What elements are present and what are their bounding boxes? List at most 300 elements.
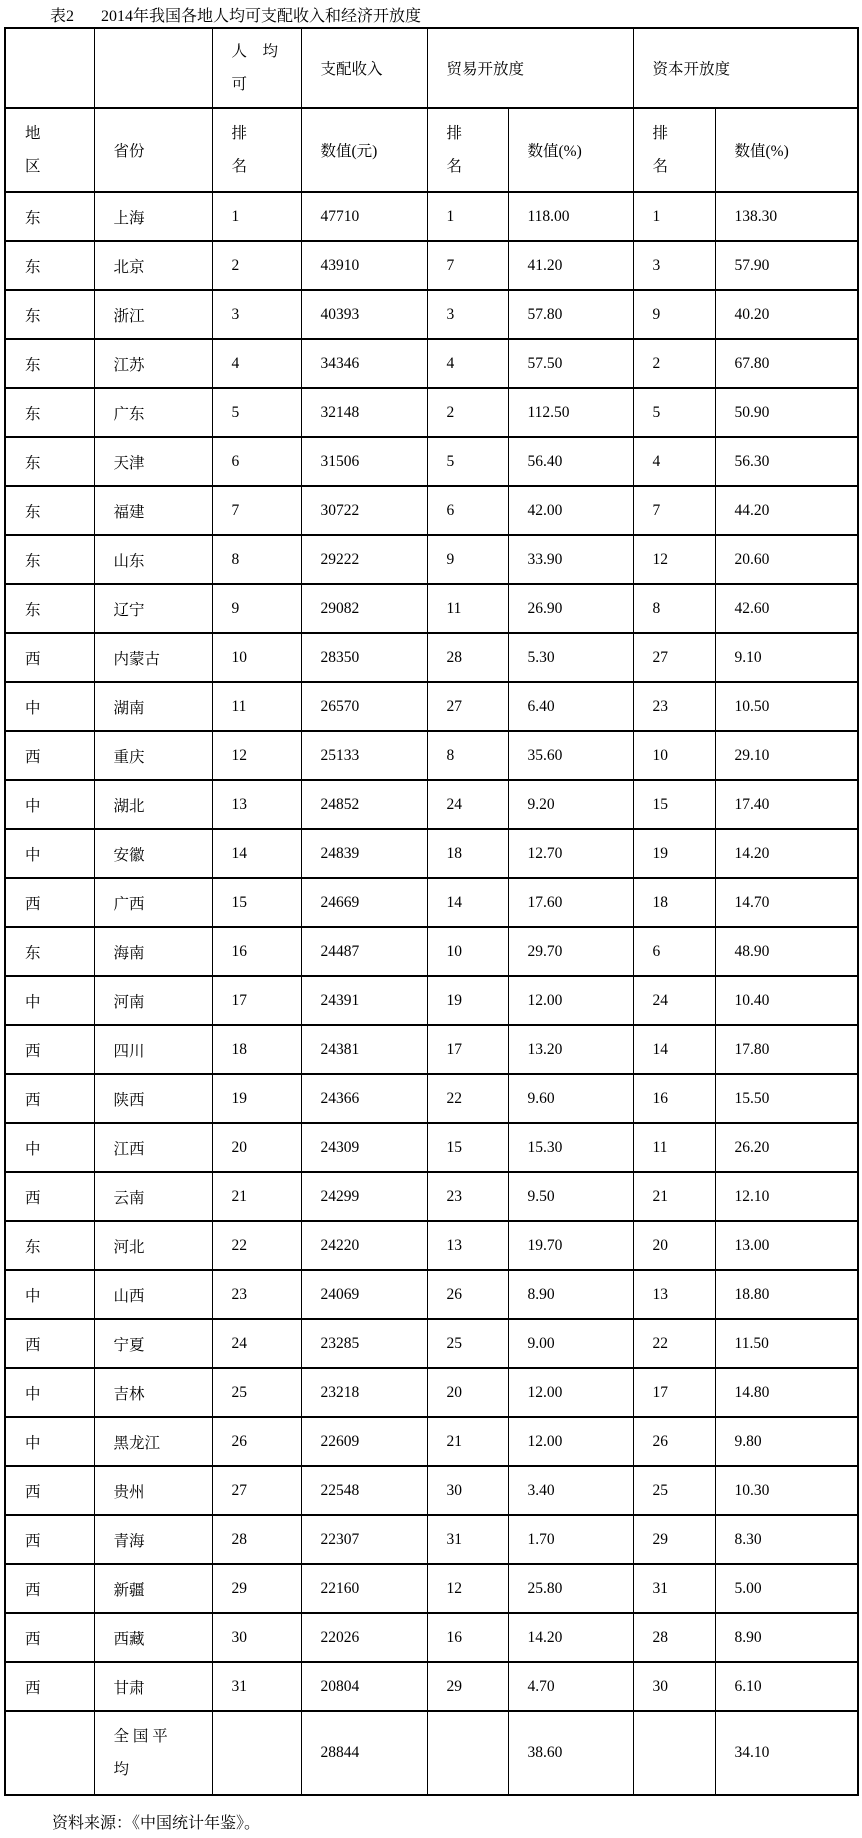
table-row <box>5 192 858 241</box>
income-value-cell: 24220 <box>301 1221 427 1270</box>
province-cell: 浙江 <box>94 290 212 339</box>
income-rank-cell: 10 <box>212 633 301 682</box>
income-value-cell: 29222 <box>301 535 427 584</box>
capital-rank-cell: 21 <box>633 1172 715 1221</box>
capital-rank-cell: 1 <box>633 192 715 241</box>
trade-value-cell: 14.20 <box>508 1613 633 1662</box>
table-row <box>5 1221 858 1270</box>
capital-rank-cell: 17 <box>633 1368 715 1417</box>
capital-rank-cell: 15 <box>633 780 715 829</box>
income-rank-cell: 30 <box>212 1613 301 1662</box>
region-cell: 西 <box>5 1662 94 1711</box>
average-row <box>5 1711 858 1795</box>
capital-value-cell: 10.50 <box>715 682 858 731</box>
trade-rank-cell: 10 <box>427 927 508 976</box>
col-header-income-rank-line1: 排 <box>231 125 248 142</box>
table-title <box>50 3 421 26</box>
table-row <box>5 1613 858 1662</box>
table-row <box>5 1417 858 1466</box>
capital-value-cell: 44.20 <box>715 486 858 535</box>
province-cell: 河北 <box>94 1221 212 1270</box>
capital-rank-cell: 22 <box>633 1319 715 1368</box>
income-value-cell: 26570 <box>301 682 427 731</box>
trade-value-cell: 26.90 <box>508 584 633 633</box>
province-cell <box>94 1711 212 1795</box>
income-value-cell: 47710 <box>301 192 427 241</box>
income-value-cell: 29082 <box>301 584 427 633</box>
income-value-cell: 24069 <box>301 1270 427 1319</box>
capital-rank-cell: 19 <box>633 829 715 878</box>
table-row <box>5 1074 858 1123</box>
capital-rank-cell: 2 <box>633 339 715 388</box>
income-rank-cell: 6 <box>212 437 301 486</box>
trade-rank-cell: 31 <box>427 1515 508 1564</box>
income-rank-cell: 5 <box>212 388 301 437</box>
income-value-cell: 28844 <box>301 1711 427 1795</box>
capital-rank-cell: 30 <box>633 1662 715 1711</box>
capital-value-cell: 10.40 <box>715 976 858 1025</box>
region-cell: 中 <box>5 780 94 829</box>
trade-value-cell: 4.70 <box>508 1662 633 1711</box>
capital-value-cell: 48.90 <box>715 927 858 976</box>
trade-rank-cell: 21 <box>427 1417 508 1466</box>
col-header-income-rank <box>212 108 301 192</box>
trade-value-cell: 112.50 <box>508 388 633 437</box>
income-rank-cell: 19 <box>212 1074 301 1123</box>
table-row <box>5 1025 858 1074</box>
region-cell: 西 <box>5 1172 94 1221</box>
capital-rank-cell: 10 <box>633 731 715 780</box>
trade-value-cell: 5.30 <box>508 633 633 682</box>
trade-rank-cell: 4 <box>427 339 508 388</box>
table-row <box>5 339 858 388</box>
table-row <box>5 829 858 878</box>
region-cell: 东 <box>5 535 94 584</box>
region-cell: 西 <box>5 633 94 682</box>
col-header-region-line2: 区 <box>25 158 41 175</box>
income-rank-cell: 2 <box>212 241 301 290</box>
col-header-capital-rank-line1: 排 <box>652 125 669 142</box>
col-header-capital-rank-line2: 名 <box>652 158 669 175</box>
trade-value-cell: 12.00 <box>508 1368 633 1417</box>
table-row <box>5 584 858 633</box>
region-cell: 东 <box>5 584 94 633</box>
average-label-line2: 均 <box>113 1761 130 1778</box>
capital-rank-cell: 8 <box>633 584 715 633</box>
capital-value-cell: 9.80 <box>715 1417 858 1466</box>
region-cell: 西 <box>5 1319 94 1368</box>
capital-value-cell: 34.10 <box>715 1711 858 1795</box>
header-income-part1 <box>212 28 301 108</box>
col-header-capital-value: 数值(%) <box>715 108 858 192</box>
trade-value-cell: 33.90 <box>508 535 633 584</box>
col-header-region-line1: 地 <box>25 125 41 142</box>
table-row <box>5 1662 858 1711</box>
income-rank-cell: 23 <box>212 1270 301 1319</box>
income-value-cell: 22160 <box>301 1564 427 1613</box>
trade-value-cell: 3.40 <box>508 1466 633 1515</box>
col-header-trade-rank <box>427 108 508 192</box>
income-value-cell: 20804 <box>301 1662 427 1711</box>
province-cell: 湖北 <box>94 780 212 829</box>
capital-rank-cell: 3 <box>633 241 715 290</box>
income-rank-cell: 17 <box>212 976 301 1025</box>
province-cell: 上海 <box>94 192 212 241</box>
income-rank-cell: 7 <box>212 486 301 535</box>
income-rank-cell: 16 <box>212 927 301 976</box>
region-cell: 中 <box>5 1123 94 1172</box>
capital-value-cell: 56.30 <box>715 437 858 486</box>
header-column-row <box>5 108 858 192</box>
table-row <box>5 1564 858 1613</box>
trade-value-cell: 12.70 <box>508 829 633 878</box>
capital-value-cell: 26.20 <box>715 1123 858 1172</box>
income-value-cell: 22548 <box>301 1466 427 1515</box>
income-rank-cell: 14 <box>212 829 301 878</box>
province-cell: 青海 <box>94 1515 212 1564</box>
income-rank-cell: 20 <box>212 1123 301 1172</box>
capital-value-cell: 14.80 <box>715 1368 858 1417</box>
trade-value-cell: 12.00 <box>508 1417 633 1466</box>
capital-value-cell: 14.20 <box>715 829 858 878</box>
region-cell: 东 <box>5 388 94 437</box>
capital-value-cell: 40.20 <box>715 290 858 339</box>
income-rank-cell: 25 <box>212 1368 301 1417</box>
province-cell: 河南 <box>94 976 212 1025</box>
province-cell: 内蒙古 <box>94 633 212 682</box>
income-value-cell: 24669 <box>301 878 427 927</box>
trade-value-cell: 25.80 <box>508 1564 633 1613</box>
region-cell: 东 <box>5 437 94 486</box>
capital-value-cell: 9.10 <box>715 633 858 682</box>
col-header-income-value: 数值(元) <box>301 108 427 192</box>
income-rank-cell: 24 <box>212 1319 301 1368</box>
province-cell: 海南 <box>94 927 212 976</box>
table-row <box>5 1319 858 1368</box>
income-value-cell: 25133 <box>301 731 427 780</box>
income-rank-cell: 26 <box>212 1417 301 1466</box>
trade-rank-cell: 26 <box>427 1270 508 1319</box>
col-header-capital-rank <box>633 108 715 192</box>
trade-rank-cell: 13 <box>427 1221 508 1270</box>
trade-value-cell: 35.60 <box>508 731 633 780</box>
capital-rank-cell: 14 <box>633 1025 715 1074</box>
capital-value-cell: 5.00 <box>715 1564 858 1613</box>
income-value-cell: 24852 <box>301 780 427 829</box>
trade-rank-cell: 2 <box>427 388 508 437</box>
average-label-line1: 全 国 平 <box>113 1728 168 1745</box>
trade-value-cell: 1.70 <box>508 1515 633 1564</box>
trade-value-cell: 9.20 <box>508 780 633 829</box>
table-average-body <box>5 1711 858 1795</box>
trade-value-cell: 9.50 <box>508 1172 633 1221</box>
income-value-cell: 40393 <box>301 290 427 339</box>
trade-rank-cell: 18 <box>427 829 508 878</box>
capital-rank-cell: 31 <box>633 1564 715 1613</box>
trade-rank-cell: 20 <box>427 1368 508 1417</box>
capital-value-cell: 57.90 <box>715 241 858 290</box>
trade-value-cell: 42.00 <box>508 486 633 535</box>
capital-rank-cell: 5 <box>633 388 715 437</box>
province-cell: 陕西 <box>94 1074 212 1123</box>
table-row <box>5 1172 858 1221</box>
col-header-province: 省份 <box>94 108 212 192</box>
header-empty-region <box>5 28 94 108</box>
table-row <box>5 1515 858 1564</box>
income-rank-cell: 3 <box>212 290 301 339</box>
trade-value-cell: 38.60 <box>508 1711 633 1795</box>
header-income-line1: 人 均 <box>231 43 279 60</box>
income-value-cell: 24391 <box>301 976 427 1025</box>
trade-value-cell: 57.50 <box>508 339 633 388</box>
trade-value-cell: 9.60 <box>508 1074 633 1123</box>
province-cell: 辽宁 <box>94 584 212 633</box>
province-cell: 安徽 <box>94 829 212 878</box>
region-cell: 西 <box>5 1515 94 1564</box>
income-rank-cell: 12 <box>212 731 301 780</box>
table-row <box>5 486 858 535</box>
trade-rank-cell: 9 <box>427 535 508 584</box>
col-header-region <box>5 108 94 192</box>
region-cell: 西 <box>5 1613 94 1662</box>
capital-value-cell: 8.90 <box>715 1613 858 1662</box>
table-row <box>5 927 858 976</box>
table-row <box>5 1123 858 1172</box>
trade-rank-cell: 7 <box>427 241 508 290</box>
table-row <box>5 388 858 437</box>
trade-rank-cell: 3 <box>427 290 508 339</box>
table-title-text: 2014年我国各地人均可支配收入和经济开放度 <box>101 8 422 25</box>
province-cell: 黑龙江 <box>94 1417 212 1466</box>
col-header-trade-value: 数值(%) <box>508 108 633 192</box>
region-cell: 东 <box>5 339 94 388</box>
region-cell: 中 <box>5 1368 94 1417</box>
income-value-cell: 28350 <box>301 633 427 682</box>
trade-value-cell: 57.80 <box>508 290 633 339</box>
table-header <box>5 28 858 192</box>
table-number-label: 表2 <box>50 8 75 25</box>
capital-value-cell: 15.50 <box>715 1074 858 1123</box>
capital-value-cell: 11.50 <box>715 1319 858 1368</box>
trade-value-cell: 41.20 <box>508 241 633 290</box>
header-empty-province <box>94 28 212 108</box>
province-cell: 重庆 <box>94 731 212 780</box>
table-row <box>5 290 858 339</box>
income-value-cell: 23218 <box>301 1368 427 1417</box>
table-row <box>5 731 858 780</box>
province-cell: 江西 <box>94 1123 212 1172</box>
table-row <box>5 535 858 584</box>
province-cell: 贵州 <box>94 1466 212 1515</box>
region-cell: 东 <box>5 927 94 976</box>
capital-rank-cell: 26 <box>633 1417 715 1466</box>
province-cell: 福建 <box>94 486 212 535</box>
income-value-cell: 43910 <box>301 241 427 290</box>
trade-value-cell: 29.70 <box>508 927 633 976</box>
income-rank-cell: 22 <box>212 1221 301 1270</box>
trade-value-cell: 118.00 <box>508 192 633 241</box>
trade-rank-cell: 25 <box>427 1319 508 1368</box>
capital-value-cell: 17.80 <box>715 1025 858 1074</box>
income-value-cell: 22026 <box>301 1613 427 1662</box>
income-rank-cell: 15 <box>212 878 301 927</box>
capital-rank-cell: 28 <box>633 1613 715 1662</box>
trade-value-cell: 17.60 <box>508 878 633 927</box>
col-header-income-rank-line2: 名 <box>231 158 248 175</box>
capital-value-cell: 42.60 <box>715 584 858 633</box>
table-row <box>5 1270 858 1319</box>
capital-value-cell: 14.70 <box>715 878 858 927</box>
province-cell: 西藏 <box>94 1613 212 1662</box>
income-rank-cell: 29 <box>212 1564 301 1613</box>
region-cell: 中 <box>5 1270 94 1319</box>
trade-value-cell: 15.30 <box>508 1123 633 1172</box>
region-cell: 中 <box>5 976 94 1025</box>
income-rank-cell: 11 <box>212 682 301 731</box>
income-rank-cell: 8 <box>212 535 301 584</box>
region-cell: 东 <box>5 192 94 241</box>
income-value-cell: 32148 <box>301 388 427 437</box>
capital-rank-cell: 29 <box>633 1515 715 1564</box>
region-cell: 西 <box>5 731 94 780</box>
trade-rank-cell: 12 <box>427 1564 508 1613</box>
trade-value-cell: 56.40 <box>508 437 633 486</box>
trade-value-cell: 19.70 <box>508 1221 633 1270</box>
province-cell: 天津 <box>94 437 212 486</box>
capital-value-cell: 12.10 <box>715 1172 858 1221</box>
capital-rank-cell: 7 <box>633 486 715 535</box>
province-cell: 江苏 <box>94 339 212 388</box>
trade-rank-cell: 22 <box>427 1074 508 1123</box>
income-value-cell: 24381 <box>301 1025 427 1074</box>
province-cell: 甘肃 <box>94 1662 212 1711</box>
income-rank-cell: 9 <box>212 584 301 633</box>
capital-value-cell: 67.80 <box>715 339 858 388</box>
province-cell: 吉林 <box>94 1368 212 1417</box>
income-rank-cell: 31 <box>212 1662 301 1711</box>
table-body <box>5 192 858 1711</box>
trade-rank-cell: 11 <box>427 584 508 633</box>
trade-rank-cell: 23 <box>427 1172 508 1221</box>
region-cell: 中 <box>5 1417 94 1466</box>
capital-rank-cell: 18 <box>633 878 715 927</box>
income-rank-cell <box>212 1711 301 1795</box>
income-value-cell: 24309 <box>301 1123 427 1172</box>
income-value-cell: 22307 <box>301 1515 427 1564</box>
table-row <box>5 1368 858 1417</box>
income-value-cell: 24299 <box>301 1172 427 1221</box>
capital-rank-cell: 4 <box>633 437 715 486</box>
region-cell: 西 <box>5 1564 94 1613</box>
capital-rank-cell: 20 <box>633 1221 715 1270</box>
trade-rank-cell: 17 <box>427 1025 508 1074</box>
region-cell: 东 <box>5 241 94 290</box>
income-value-cell: 24366 <box>301 1074 427 1123</box>
income-rank-cell: 28 <box>212 1515 301 1564</box>
income-value-cell: 34346 <box>301 339 427 388</box>
income-value-cell: 30722 <box>301 486 427 535</box>
trade-value-cell: 8.90 <box>508 1270 633 1319</box>
capital-value-cell: 18.80 <box>715 1270 858 1319</box>
income-rank-cell: 13 <box>212 780 301 829</box>
capital-rank-cell: 16 <box>633 1074 715 1123</box>
header-income-part2: 支配收入 <box>301 28 427 108</box>
capital-value-cell: 8.30 <box>715 1515 858 1564</box>
province-cell: 山东 <box>94 535 212 584</box>
capital-rank-cell: 11 <box>633 1123 715 1172</box>
capital-value-cell: 6.10 <box>715 1662 858 1711</box>
capital-value-cell: 20.60 <box>715 535 858 584</box>
trade-value-cell: 9.00 <box>508 1319 633 1368</box>
income-rank-cell: 27 <box>212 1466 301 1515</box>
income-rank-cell: 21 <box>212 1172 301 1221</box>
capital-rank-cell: 23 <box>633 682 715 731</box>
province-cell: 宁夏 <box>94 1319 212 1368</box>
province-cell: 四川 <box>94 1025 212 1074</box>
table-row <box>5 976 858 1025</box>
capital-value-cell: 138.30 <box>715 192 858 241</box>
province-cell: 广西 <box>94 878 212 927</box>
region-cell: 西 <box>5 1025 94 1074</box>
capital-rank-cell: 6 <box>633 927 715 976</box>
region-cell <box>5 1711 94 1795</box>
trade-rank-cell: 14 <box>427 878 508 927</box>
header-group-row <box>5 28 858 108</box>
capital-rank-cell: 27 <box>633 633 715 682</box>
header-income-line2: 可 <box>231 76 248 93</box>
income-value-cell: 31506 <box>301 437 427 486</box>
capital-value-cell: 17.40 <box>715 780 858 829</box>
trade-rank-cell: 8 <box>427 731 508 780</box>
income-value-cell: 23285 <box>301 1319 427 1368</box>
capital-rank-cell: 12 <box>633 535 715 584</box>
table-row <box>5 682 858 731</box>
income-value-cell: 24839 <box>301 829 427 878</box>
trade-rank-cell: 5 <box>427 437 508 486</box>
capital-rank-cell: 25 <box>633 1466 715 1515</box>
capital-value-cell: 10.30 <box>715 1466 858 1515</box>
region-cell: 东 <box>5 486 94 535</box>
province-cell: 北京 <box>94 241 212 290</box>
income-value-cell: 22609 <box>301 1417 427 1466</box>
region-cell: 西 <box>5 878 94 927</box>
income-value-cell: 24487 <box>301 927 427 976</box>
income-rank-cell: 4 <box>212 339 301 388</box>
region-cell: 东 <box>5 1221 94 1270</box>
capital-value-cell: 13.00 <box>715 1221 858 1270</box>
header-trade-group: 贸易开放度 <box>427 28 633 108</box>
trade-value-cell: 6.40 <box>508 682 633 731</box>
region-cell: 西 <box>5 1074 94 1123</box>
province-cell: 云南 <box>94 1172 212 1221</box>
income-rank-cell: 1 <box>212 192 301 241</box>
table-row <box>5 878 858 927</box>
province-cell: 新疆 <box>94 1564 212 1613</box>
table-row <box>5 1466 858 1515</box>
table-row <box>5 437 858 486</box>
trade-rank-cell: 15 <box>427 1123 508 1172</box>
capital-value-cell: 29.10 <box>715 731 858 780</box>
table-row <box>5 780 858 829</box>
province-cell: 湖南 <box>94 682 212 731</box>
trade-rank-cell: 1 <box>427 192 508 241</box>
trade-rank-cell: 19 <box>427 976 508 1025</box>
trade-rank-cell: 24 <box>427 780 508 829</box>
trade-rank-cell <box>427 1711 508 1795</box>
region-cell: 中 <box>5 682 94 731</box>
capital-rank-cell: 13 <box>633 1270 715 1319</box>
region-cell: 东 <box>5 290 94 339</box>
